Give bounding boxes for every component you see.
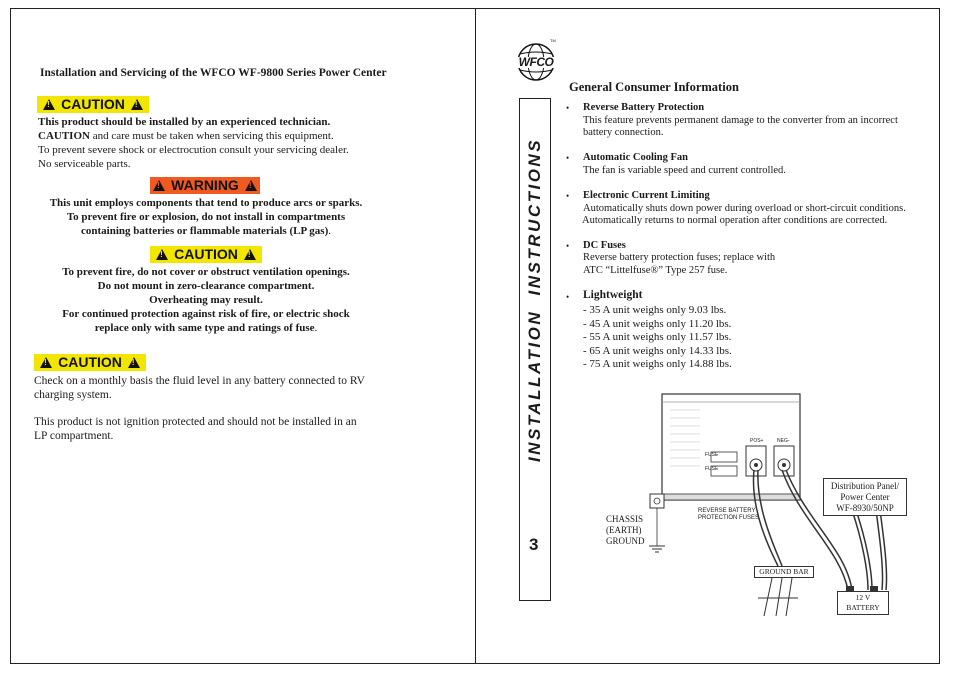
caution1-line3: To prevent severe shock or electrocution consult your servicing dealer. bbox=[38, 144, 349, 156]
caution2-line2: Do not mount in zero-clearance compartment. bbox=[97, 280, 315, 292]
caution-label: CAUTION bbox=[58, 354, 122, 370]
logo-trademark: TM bbox=[550, 38, 556, 43]
caution2-line5 bbox=[20, 321, 392, 335]
warning-triangle-icon bbox=[244, 249, 256, 260]
weight-item: - 55 A unit weighs only 11.57 lbs. bbox=[583, 331, 732, 344]
warning-line3-text: containing batteries or flammable materials (LP gas) bbox=[80, 225, 329, 237]
caution2-line4: For continued protection against risk of fire, or electric shock bbox=[62, 308, 350, 320]
warning-triangle-icon bbox=[153, 180, 165, 191]
feature-title: Automatic Cooling Fan bbox=[583, 152, 688, 163]
logo-text: WFCO bbox=[518, 55, 554, 69]
bullet-icon: • bbox=[566, 103, 570, 113]
caution-badge-1 bbox=[37, 96, 149, 113]
caution-badge-3 bbox=[34, 354, 146, 371]
feature-title: DC Fuses bbox=[583, 240, 626, 251]
feature-text: Automatically shuts down power during overload or short-circuit conditions. bbox=[583, 203, 906, 214]
warning-line3-end: . bbox=[328, 225, 331, 237]
caution2-line5-text: replace only with same type and ratings of fuse bbox=[94, 322, 315, 334]
caution1-line1: This product should be installed by an experienced technician. bbox=[38, 116, 331, 128]
caution1-line4: No serviceable parts. bbox=[38, 158, 131, 170]
bullet-icon: • bbox=[566, 191, 570, 201]
caution3-para2-line2: LP compartment. bbox=[34, 430, 114, 442]
warning-triangle-icon bbox=[156, 249, 168, 260]
caution3-para1-line1: Check on a monthly basis the fluid level in any battery connected to RV bbox=[34, 375, 365, 387]
neg-label: NEG- bbox=[777, 438, 790, 444]
reverse-battery-line1: REVERSE BATTERY bbox=[698, 508, 756, 514]
caution3-para2-line1: This product is not ignition protected and should not be installed in an bbox=[34, 416, 357, 428]
fuse-label-2: FUSE bbox=[705, 466, 719, 472]
ground-bar-box: GROUND BAR bbox=[754, 566, 814, 578]
warning-triangle-icon bbox=[245, 180, 257, 191]
weight-item: - 75 A unit weighs only 14.88 lbs. bbox=[583, 358, 732, 371]
caution-label: CAUTION bbox=[174, 246, 238, 262]
feature-text: battery connection. bbox=[583, 127, 664, 138]
dist-line2: Power Center bbox=[840, 492, 890, 502]
caution3-para1-line2: charging system. bbox=[34, 389, 112, 401]
lightweight-title: Lightweight bbox=[583, 289, 643, 301]
feature-text: The fan is variable speed and current controlled. bbox=[583, 165, 786, 176]
warning-triangle-icon bbox=[131, 99, 143, 110]
distribution-panel-box bbox=[823, 478, 907, 516]
bullet-icon: • bbox=[566, 292, 570, 302]
caution-label: CAUTION bbox=[61, 96, 125, 112]
pos-label: POS+ bbox=[750, 438, 764, 444]
warning-label: WARNING bbox=[171, 177, 239, 193]
warning-badge bbox=[150, 177, 260, 194]
reverse-battery-line2: PROTECTION FUSES bbox=[698, 515, 760, 521]
feature-title: Electronic Current Limiting bbox=[583, 190, 710, 201]
weight-item: - 65 A unit weighs only 14.33 lbs. bbox=[583, 344, 732, 357]
chassis-line3: GROUND bbox=[606, 536, 645, 546]
bullet-icon: • bbox=[566, 241, 570, 251]
dist-line3: WF-8930/50NP bbox=[836, 503, 894, 513]
warning-triangle-icon bbox=[128, 357, 140, 368]
battery-line1: 12 V bbox=[855, 593, 871, 602]
battery-line2: BATTERY bbox=[846, 603, 880, 612]
page-divider bbox=[475, 8, 476, 664]
weight-item: - 45 A unit weighs only 11.20 lbs. bbox=[583, 317, 732, 330]
caution1-line2-rest: and care must be taken when servicing this equipment. bbox=[89, 130, 334, 142]
feature-text: This feature prevents permanent damage to the converter from an incorrect bbox=[583, 115, 898, 126]
warning-line2: To prevent fire or explosion, do not install in compartments bbox=[66, 211, 346, 223]
dist-line1: Distribution Panel/ bbox=[830, 481, 900, 491]
weight-list bbox=[583, 304, 732, 372]
caution-badge-2 bbox=[150, 246, 262, 263]
reverse-battery-label bbox=[698, 508, 759, 522]
caution2-line3: Overheating may result. bbox=[149, 294, 263, 306]
chassis-line1: CHASSIS bbox=[606, 514, 644, 524]
warning-line1: This unit employs components that tend to produce arcs or sparks. bbox=[49, 197, 363, 209]
feature-text: ATC “Littelfuse®” Type 257 fuse. bbox=[583, 265, 728, 276]
bullet-icon: • bbox=[566, 153, 570, 163]
wfco-logo bbox=[514, 40, 558, 84]
page-title: Installation and Servicing of the WFCO WF-9800 Series Power Center bbox=[40, 67, 387, 79]
chassis-line2: (EARTH) bbox=[606, 525, 642, 535]
battery-box bbox=[837, 591, 889, 615]
weight-item: - 35 A unit weighs only 9.03 lbs. bbox=[583, 304, 727, 316]
chassis-ground-label bbox=[606, 514, 645, 547]
section-heading: General Consumer Information bbox=[569, 80, 739, 94]
caution1-line2 bbox=[38, 129, 334, 143]
caution1-line2-bold: CAUTION bbox=[38, 130, 90, 142]
side-title: INSTALLATION INSTRUCTIONS bbox=[525, 137, 544, 463]
feature-title: Reverse Battery Protection bbox=[583, 102, 705, 113]
warning-triangle-icon bbox=[40, 357, 52, 368]
warning-triangle-icon bbox=[43, 99, 55, 110]
caution2-line5-end: . bbox=[314, 322, 318, 334]
page-number: 3 bbox=[529, 535, 539, 554]
caution2-line1: To prevent fire, do not cover or obstruct ventilation openings. bbox=[62, 266, 350, 278]
feature-text: Automatically returns to normal operation after conditions are corrected. bbox=[582, 215, 888, 226]
warning-line3 bbox=[20, 224, 392, 238]
fuse-label-1: FUSE bbox=[705, 452, 719, 458]
feature-text: Reverse battery protection fuses; replace with bbox=[583, 252, 776, 263]
